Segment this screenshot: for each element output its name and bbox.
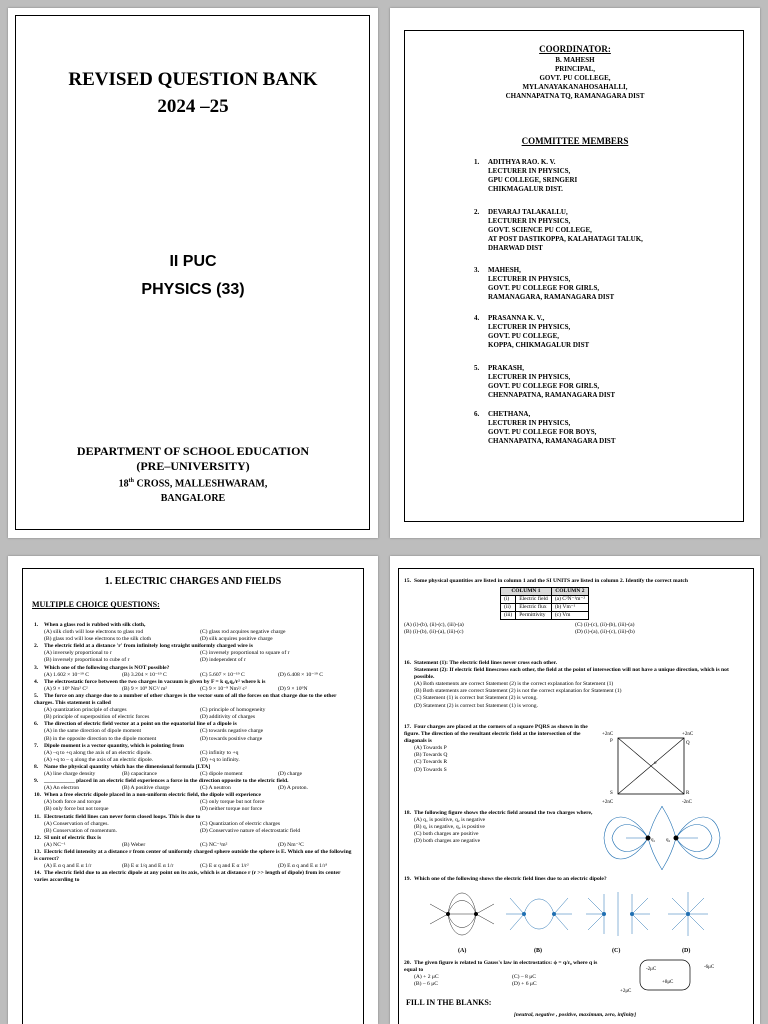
class-label: II PUC [169, 253, 217, 270]
question-text: The electric field due to an electric dipole at any point on its axis, which is at distance r (r >> length of dipole) from its center varies according to [34, 870, 341, 884]
fill-blanks-heading: FILL IN THE BLANKS: [406, 998, 492, 1007]
question-text: Name the physical quantity which has the dimensional formula [LTA] [44, 763, 211, 770]
q17-option: (B) Towards Q [414, 752, 448, 759]
member-line: LECTURER IN PHYSICS, [488, 373, 571, 381]
q16-statement-2: Statement (2): If electric field linescross each other, the field at the point of intersection will not have a unique direction, which is not possible. [414, 667, 729, 681]
member-line: LECTURER IN PHYSICS, [488, 275, 571, 283]
q15-option: (C) (i)-(c), (ii)-(b), (iii)-(a) [575, 622, 635, 629]
question-number: 11. [34, 813, 41, 820]
dept-line-2: (PRE–UNIVERSITY) [136, 459, 250, 473]
table-row: (i) Electric field (a) C²N⁻¹m⁻² [501, 596, 589, 604]
question-text: When a glass rod is rubbed with silk cloth, [44, 622, 146, 628]
gauss-surface-figure [616, 956, 736, 996]
answer-option: (D) charge [278, 770, 302, 777]
question-number: 5. [34, 692, 39, 699]
member-number: 2. [474, 208, 480, 216]
member-number: 5. [474, 364, 480, 372]
answer-option: (A) 9 × 10⁹ Nm² C² [44, 685, 88, 692]
mcq-heading: MULTIPLE CHOICE QUESTIONS: [32, 600, 160, 609]
answer-option: (C) Quantization of electric charges [200, 820, 281, 827]
question-number: 7. [34, 742, 39, 749]
answer-option: (B) only force but not torque [44, 806, 109, 813]
question-text: ___________ placed in an electric field experiences a force in the direction opposite to the electric field. [44, 778, 289, 785]
option-c-field [586, 892, 650, 936]
answer-option: (D) Nm⁻²C [278, 841, 304, 848]
answer-option: (A) inversely proportional to r [44, 650, 112, 657]
member-line: GOVT. PU COLLEGE, [488, 332, 560, 340]
question-text: Electric field intensity at a distance r from center of uniformly charged sphere outside the sphere is E. Which one of the following is correct? [34, 849, 352, 863]
answer-option: (A) both force and torque [44, 799, 102, 806]
question-18: 18. The following figure shows the electric field around the two charges where, (A) q₁ is positive, q₂ is negative (B) q₁ is negative, q₂ is positive (C) both charges are positive (D) both charges are negative [404, 810, 600, 845]
mcq-question [34, 721, 356, 742]
q20-option: (C) – 8 μC [512, 974, 536, 981]
q16-option: (B) Both statements are correct Statement (2) is not the correct explanation for Statement (1) [414, 688, 622, 695]
answer-option: (C) infinity to +q [200, 749, 239, 756]
mcq-question [34, 643, 356, 664]
questions-page [390, 556, 760, 1024]
committee-member [474, 208, 748, 253]
question-20: 20. The given figure is related to Gauss's law in electrostatics: ϕ = q/ε₀ where q is equal to (A) + 2 μC (C) – 8 μC (B) – 6 μC (D) + 6 μC [404, 960, 610, 988]
q17-option: (A) Towards P [414, 745, 447, 752]
address-line [8, 474, 378, 491]
charge-label: +2μC [620, 989, 632, 994]
center-label-o: o [654, 761, 657, 766]
q20-option: (B) – 6 μC [414, 981, 438, 988]
option-b-field [506, 898, 572, 930]
question-text: The direction of electric field vector at a point on the equatorial line of a dipole is [44, 721, 237, 728]
answer-option: (B) E α 1/q and E α 1/r [122, 863, 174, 870]
answer-option: (D) additivity of charges [200, 714, 256, 721]
answer-option: (A) 1.602 × 10⁻¹⁹ C [44, 671, 90, 678]
q15-option: (A) (i)-(b), (ii)-(c), (iii)-(a) [404, 622, 464, 629]
option-b-label: (B) [534, 948, 542, 954]
question-text: The force on any charge due to a number of other charges is the vector sum of all the forces on that charge due to the other charges. This statement is called [34, 692, 337, 707]
q17-option: (C) Towards R [414, 759, 448, 766]
answer-option: (C) dipole moment [200, 770, 243, 777]
question-text: The electric field at a distance 'r' from infinitely long straight uniformly charged wire is [44, 643, 253, 650]
answer-option: (A) Conservation of charges. [44, 820, 109, 827]
q18-option: (C) both charges are positive [414, 831, 479, 838]
fill-blanks-words: [neutral, negative , positive, maximum, zero, infinity] [513, 1012, 637, 1018]
q16-option: (A) Both statements are correct Statement (2) is the correct explanation for Statement (1) [414, 681, 614, 688]
answer-option: (B) 3.204 × 10⁻¹⁹ C [122, 671, 167, 678]
dipole-options-figure [426, 886, 726, 956]
question-text: Electrostatic field lines can never form closed loops. This is due to [44, 813, 201, 820]
cover-title [8, 66, 378, 120]
q18-option: (D) both charges are negative [414, 838, 481, 845]
answer-option: (B) glass rod will lose electrons to the silk cloth [44, 636, 152, 643]
coordinator-line: GOVT. PU COLLEGE, [539, 74, 611, 82]
answer-option: (B) principle of superposition of electric forces [44, 714, 150, 721]
answer-option: (C) 5.607 × 10⁻¹⁹ C [200, 671, 245, 678]
table-row: (ii) Electric flux (b) Vm⁻¹ [501, 604, 589, 612]
question-15 [404, 578, 746, 636]
question-text: The electrostatic force between the two charges in vacuum is given by F = k q₁q₂/r² where k is [44, 678, 266, 685]
q18-option: (A) q₁ is positive, q₂ is negative [414, 817, 486, 824]
square-charges-figure [600, 728, 710, 806]
committee-member [474, 266, 748, 302]
answer-option: (A) +q to – q along the axis of an electric dipole. [44, 756, 154, 763]
q16-option: (C) Statement (1) is correct but Statement (2) is wrong. [414, 695, 538, 702]
coordinator-line: MYLANAYAKANAHOSAHALLI, [522, 83, 628, 91]
charge-label: +2nC [602, 800, 614, 805]
question-number: 10. [34, 792, 41, 799]
option-d-label: (D) [682, 948, 691, 954]
member-line: DEVARAJ TALAKALLU, [488, 208, 568, 216]
question-number: 12. [34, 834, 41, 841]
question-17: 17. Four charges are placed at the corners of a square PQRS as shown in the figure. The direction of the resultant electric field at the intersection of the diagonals is (A) Towards P (B) Towards Q (C) Towards R (D) Towards S [404, 724, 600, 774]
q15-option: (D) (i)-(a), (ii)-(c), (iii)-(b) [575, 629, 635, 636]
member-number: 4. [474, 314, 480, 322]
mcq-question [34, 835, 356, 849]
corner-label-q: Q [686, 741, 690, 746]
answer-option: (D) neither torque nor force [200, 806, 263, 813]
question-text: SI unit of electric flux is [44, 834, 102, 841]
cover-page [8, 8, 378, 538]
answer-option: (A) –q to +q along the axis of an electric dipole. [44, 749, 152, 756]
table-header-2: COLUMN 2 [551, 588, 588, 596]
question-19: 19. Which one of the following shows the electric field lines due to an electric dipole? [404, 876, 607, 882]
member-line: DHARWAD DIST [488, 244, 543, 252]
title-line-1: REVISED QUESTION BANK [68, 69, 318, 90]
answer-option: (C) glass rod acquires negative charge [200, 629, 286, 636]
table-row: (iii) Permittivity (c) Vm [501, 612, 589, 620]
member-line: KOPPA, CHIKMAGALUR DIST [488, 341, 590, 349]
question-16: 16. Statement (1): The electric field lines never cross each other. Statement (2): If electric field linescross each other, the field at the point of intersection will not have a unique direction, which is not possible. (A) Both statements are correct Statement (2) is the correct explanation for Statement (1) (B) Both statements are correct Statement (2) is not the correct explanation for Statement (1) (C) Statement (1) is correct but Statement (2) is wrong. (D) Statement (2) is correct but Statement (1) is wrong. [404, 660, 746, 710]
answer-option: (C) E α q and E α 1/r² [200, 863, 249, 870]
cover-department [8, 444, 378, 506]
answer-option: (D) 6.408 × 10⁻¹⁹ C [278, 671, 324, 678]
answer-option: (D) 9 × 10⁹N [278, 685, 308, 692]
corner-label-r: R [686, 791, 690, 796]
q1-label: q₁ [651, 838, 656, 843]
gaussian-surface [640, 960, 690, 990]
address-street: CROSS, MALLESHWARAM, [133, 478, 268, 490]
dept-line-1: DEPARTMENT OF SCHOOL EDUCATION [76, 444, 310, 458]
charge-label: -6μC [704, 965, 715, 970]
member-line: ADITHYA RAO. K. V. [488, 158, 556, 166]
answer-option: (A) line charge density [44, 770, 96, 777]
charge-q1 [646, 836, 651, 841]
member-line: GOVT. SCIENCE PU COLLEGE, [488, 226, 592, 234]
option-c-label: (C) [612, 948, 621, 954]
answer-option: (D) Conservative nature of electrostatic field [200, 827, 301, 834]
member-line: LECTURER IN PHYSICS, [488, 167, 571, 175]
mcq-question [34, 792, 356, 813]
mcq-question [34, 693, 356, 721]
answer-option: (B) capacitance [122, 770, 157, 777]
answer-option: (C) only torque but not force [200, 799, 265, 806]
member-line: GOVT. PU COLLEGE FOR GIRLS, [488, 382, 600, 390]
answer-option: (C) NC⁻¹m² [200, 841, 228, 848]
q18-text: The following figure shows the electric field around the two charges where, [414, 810, 593, 816]
question-number: 8. [34, 763, 39, 770]
mcq-question [34, 665, 356, 679]
committee-member [474, 364, 748, 400]
answer-option: (B) Weber [122, 841, 146, 848]
answer-option: (D) +q to infinity. [200, 756, 240, 763]
mcq-question [34, 870, 356, 884]
member-line: MAHESH, [488, 266, 521, 274]
q20-option: (D) + 6 μC [512, 981, 537, 988]
q20-option: (A) + 2 μC [414, 974, 439, 981]
answer-option: (D) silk acquires positive charge [200, 636, 273, 643]
q17-text: Four charges are placed at the corners of a square PQRS as shown in the figure. The direction of the resultant electric field at the intersection of the diagonals is [404, 724, 588, 745]
member-line: CHENNAPATNA, RAMANAGARA DIST [488, 391, 616, 399]
member-line: PRASANNA K. V., [488, 314, 545, 322]
committee-heading: COMMITTEE MEMBERS [521, 136, 629, 146]
mcq-list [34, 622, 356, 884]
question-number: 4. [34, 678, 39, 685]
q15-option: (B) (i)-(b), (ii)-(a), (iii)-(c) [404, 629, 464, 636]
charge-label: -2nC [682, 800, 692, 805]
member-line: PRAKASH, [488, 364, 524, 372]
member-number: 6. [474, 410, 480, 418]
q19-text: Which one of the following shows the electric field lines due to an electric dipole? [414, 876, 607, 882]
q16-option: (D) Statement (2) is correct but Statement (1) is wrong. [414, 702, 538, 709]
chapter-title: 1. ELECTRIC CHARGES AND FIELDS [104, 576, 282, 587]
answer-option: (C) inversely proportional to square of r [200, 650, 290, 657]
answer-option: (C) 9 × 10⁻⁹ Nm²/ c² [200, 685, 247, 692]
charge-label: +2nC [602, 732, 614, 737]
answer-option: (B) Conservation of momentum. [44, 827, 118, 834]
mcq-question [34, 778, 356, 792]
mcq-question [34, 814, 356, 835]
mcq-question [34, 622, 356, 643]
question-number: 2. [34, 643, 39, 650]
charge-label: +2nC [682, 732, 694, 737]
address-city: BANGALORE [160, 493, 226, 505]
member-line: GOVT. PU COLLEGE FOR GIRLS, [488, 284, 600, 292]
question-number: 9. [34, 778, 39, 785]
mcq-question [34, 679, 356, 693]
answer-option: (D) independent of r [200, 657, 246, 664]
coordinator-line: B. MAHESH [555, 56, 595, 64]
member-line: RAMANAGARA, RAMANAGARA DIST [488, 293, 615, 301]
committee-member [474, 158, 748, 194]
answer-option: (A) in the same direction of dipole moment [44, 728, 142, 735]
table-header-1: COLUMN 1 [501, 588, 552, 596]
question-number: 14. [34, 870, 41, 877]
answer-option: (A) An electron [44, 785, 80, 792]
question-number: 6. [34, 721, 39, 728]
q18-option: (B) q₁ is negative, q₂ is positive [414, 824, 485, 831]
question-text: Dipole moment is a vector quantity, which is pointing from [44, 742, 184, 749]
cover-subject [8, 248, 378, 304]
match-table [500, 587, 589, 620]
chapter-page [8, 556, 378, 1024]
answer-option: (C) A neutron [200, 785, 231, 792]
q17-option: (D) Towards S [414, 766, 447, 773]
subject-label: PHYSICS (33) [141, 281, 245, 298]
option-a-label: (A) [458, 948, 467, 954]
address-sup: th [128, 478, 134, 484]
corner-label-p: P [610, 739, 613, 744]
answer-option: (D) A proton. [278, 785, 308, 792]
answer-option: (D) towards positive charge [200, 735, 263, 742]
address-number: 18 [118, 478, 129, 490]
coordinator-line: CHANNAPATNA TQ, RAMANAGARA DIST [505, 92, 645, 100]
q20-text: The given figure is related to Gauss's law in electrostatics: ϕ = q/ε₀ where q is equal to [404, 960, 598, 974]
answer-option: (A) quantization principle of charges [44, 707, 127, 714]
answer-option: (A) NC⁻¹ [44, 841, 66, 848]
answer-option: (C) towards negative charge [200, 728, 264, 735]
member-line: LECTURER IN PHYSICS, [488, 419, 571, 427]
question-text: When a free electric dipole placed in a non-uniform electric field, the dipole will experience [44, 792, 261, 799]
answer-option: (D) E α q and E α 1/r³ [278, 863, 328, 870]
committee-page [390, 8, 760, 538]
question-number: 3. [34, 664, 39, 671]
answer-option: (B) in the opposite direction to the dipole moment [44, 735, 157, 742]
q2-label: q₂ [666, 838, 671, 843]
answer-option: (A) silk cloth will lose electrons to glass rod [44, 629, 144, 636]
question-text: Which one of the following charges is NOT possible? [44, 664, 170, 671]
corner-label-s: S [610, 791, 613, 796]
member-line: LECTURER IN PHYSICS, [488, 323, 571, 331]
member-line: CHETHANA, [488, 410, 531, 418]
member-line: GPU COLLEGE, SRINGERI [488, 176, 578, 184]
q15-text: Some physical quantities are listed in column 1 and the SI UNITS are listed in column 2. Identify the correct match [414, 578, 688, 584]
answer-option: (B) A positive charge [122, 785, 170, 792]
charge-label: +8μC [662, 980, 674, 985]
answer-option: (B) 9 × 10⁹ NC²/ m² [122, 685, 167, 692]
member-line: CHIKMAGALUR DIST. [488, 185, 563, 193]
member-line: AT POST DASTIKOPPA, KALAHATAGI TALUK, [488, 235, 643, 243]
answer-option: (C) principle of homogeneity [200, 707, 266, 714]
coordinator-block [390, 56, 760, 101]
member-number: 3. [474, 266, 480, 274]
committee-member [474, 410, 748, 446]
title-line-2: 2024 –25 [157, 96, 229, 117]
member-line: LECTURER IN PHYSICS, [488, 217, 571, 225]
committee-member [474, 314, 748, 350]
member-number: 1. [474, 158, 480, 166]
charge-q2 [674, 836, 679, 841]
charge-label: -2μC [646, 967, 657, 972]
mcq-question [34, 743, 356, 764]
coordinator-line: PRINCIPAL, [554, 65, 596, 73]
member-line: CHANNAPATNA, RAMANAGARA DIST [488, 437, 616, 445]
question-number: 13. [34, 849, 41, 855]
answer-option: (A) E α q and E α 1/r [44, 863, 92, 870]
question-number: 1. [34, 622, 39, 628]
q16-statement-1: Statement (1): The electric field lines never cross each other. [414, 660, 558, 666]
coordinator-heading: COORDINATOR: [539, 44, 611, 54]
member-line: GOVT. PU COLLEGE FOR BOYS, [488, 428, 597, 436]
two-charge-field-figure [602, 806, 722, 870]
option-a-field [430, 893, 494, 935]
answer-option: (B) inversely proportional to cube of r [44, 657, 130, 664]
mcq-question [34, 849, 356, 870]
mcq-question [34, 764, 356, 778]
q15-number: 15. [404, 578, 411, 584]
